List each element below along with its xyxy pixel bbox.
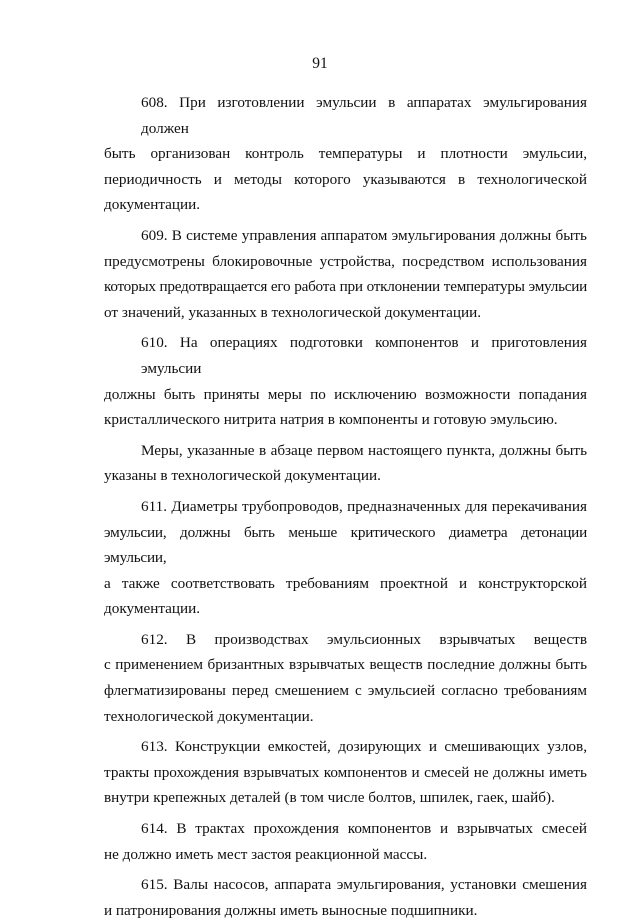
text-line: тракты прохождения взрывчатых компонентов и смесей не должны иметь: [104, 763, 587, 781]
text-line: 613. Конструкции емкостей, дозирующих и смешивающих узлов,: [141, 738, 587, 756]
paragraph-615: [104, 872, 587, 923]
paragraph-614: [104, 816, 587, 867]
paragraph-608: [104, 90, 587, 218]
paragraph-613: [104, 734, 587, 811]
text-line: быть организован контроль температуры и плотности эмульсии,: [104, 145, 587, 163]
text-line: документации.: [104, 196, 201, 214]
text-line: 612. В производствах эмульсионных взрывчатых веществ: [141, 630, 587, 648]
paragraph-610-continuation: [104, 438, 587, 489]
text-line: технологической документации.: [104, 707, 314, 725]
text-line: документации.: [104, 600, 201, 618]
text-line: флегматизированы перед смешением с эмульсией согласно требованиям: [104, 682, 587, 700]
paragraph-609: [104, 223, 587, 325]
document-body: [104, 90, 587, 923]
text-line: 609. В системе управления аппаратом эмульгирования должны быть: [141, 226, 587, 244]
text-line: должны быть приняты меры по исключению возможности попадания: [104, 385, 587, 403]
paragraph-611: [104, 494, 587, 622]
text-line: а также соответствовать требованиям проектной и конструкторской: [104, 574, 587, 592]
text-line: 614. В трактах прохождения компонентов и взрывчатых смесей: [141, 820, 587, 838]
text-line: 611. Диаметры трубопроводов, предназначенных для перекачивания: [141, 497, 587, 515]
text-line: не должно иметь мест застоя реакционной массы.: [104, 845, 428, 863]
page-number: 91: [312, 55, 328, 72]
text-line: которых предотвращается его работа при отклонении температуры эмульсии: [104, 278, 587, 296]
text-line: Меры, указанные в абзаце первом настоящего пункта, должны быть: [141, 441, 587, 459]
text-line: с применением бризантных взрывчатых веществ последние должны быть: [104, 656, 587, 674]
text-line: от значений, указанных в технологической документации.: [104, 303, 482, 321]
text-line: периодичность и методы которого указываются в технологической: [104, 170, 587, 188]
text-line: 610. На операциях подготовки компонентов и приготовления эмульсии: [141, 334, 587, 377]
paragraph-610: [104, 330, 587, 432]
text-line: предусмотрены блокировочные устройства, посредством использования: [104, 252, 587, 270]
text-line: 608. При изготовлении эмульсии в аппаратах эмульгирования должен: [141, 94, 587, 137]
text-line: и патронирования должны иметь выносные подшипники.: [104, 901, 478, 919]
text-line: внутри крепежных деталей (в том числе болтов, шпилек, гаек, шайб).: [104, 789, 555, 807]
text-line: эмульсии, должны быть меньше критического диаметра детонации эмульсии,: [104, 523, 587, 567]
text-line: кристаллического нитрита натрия в компоненты и готовую эмульсию.: [104, 411, 558, 429]
paragraph-612: [104, 627, 587, 729]
text-line: указаны в технологической документации.: [104, 467, 381, 485]
text-line: 615. Валы насосов, аппарата эмульгирования, установки смешения: [141, 876, 587, 894]
